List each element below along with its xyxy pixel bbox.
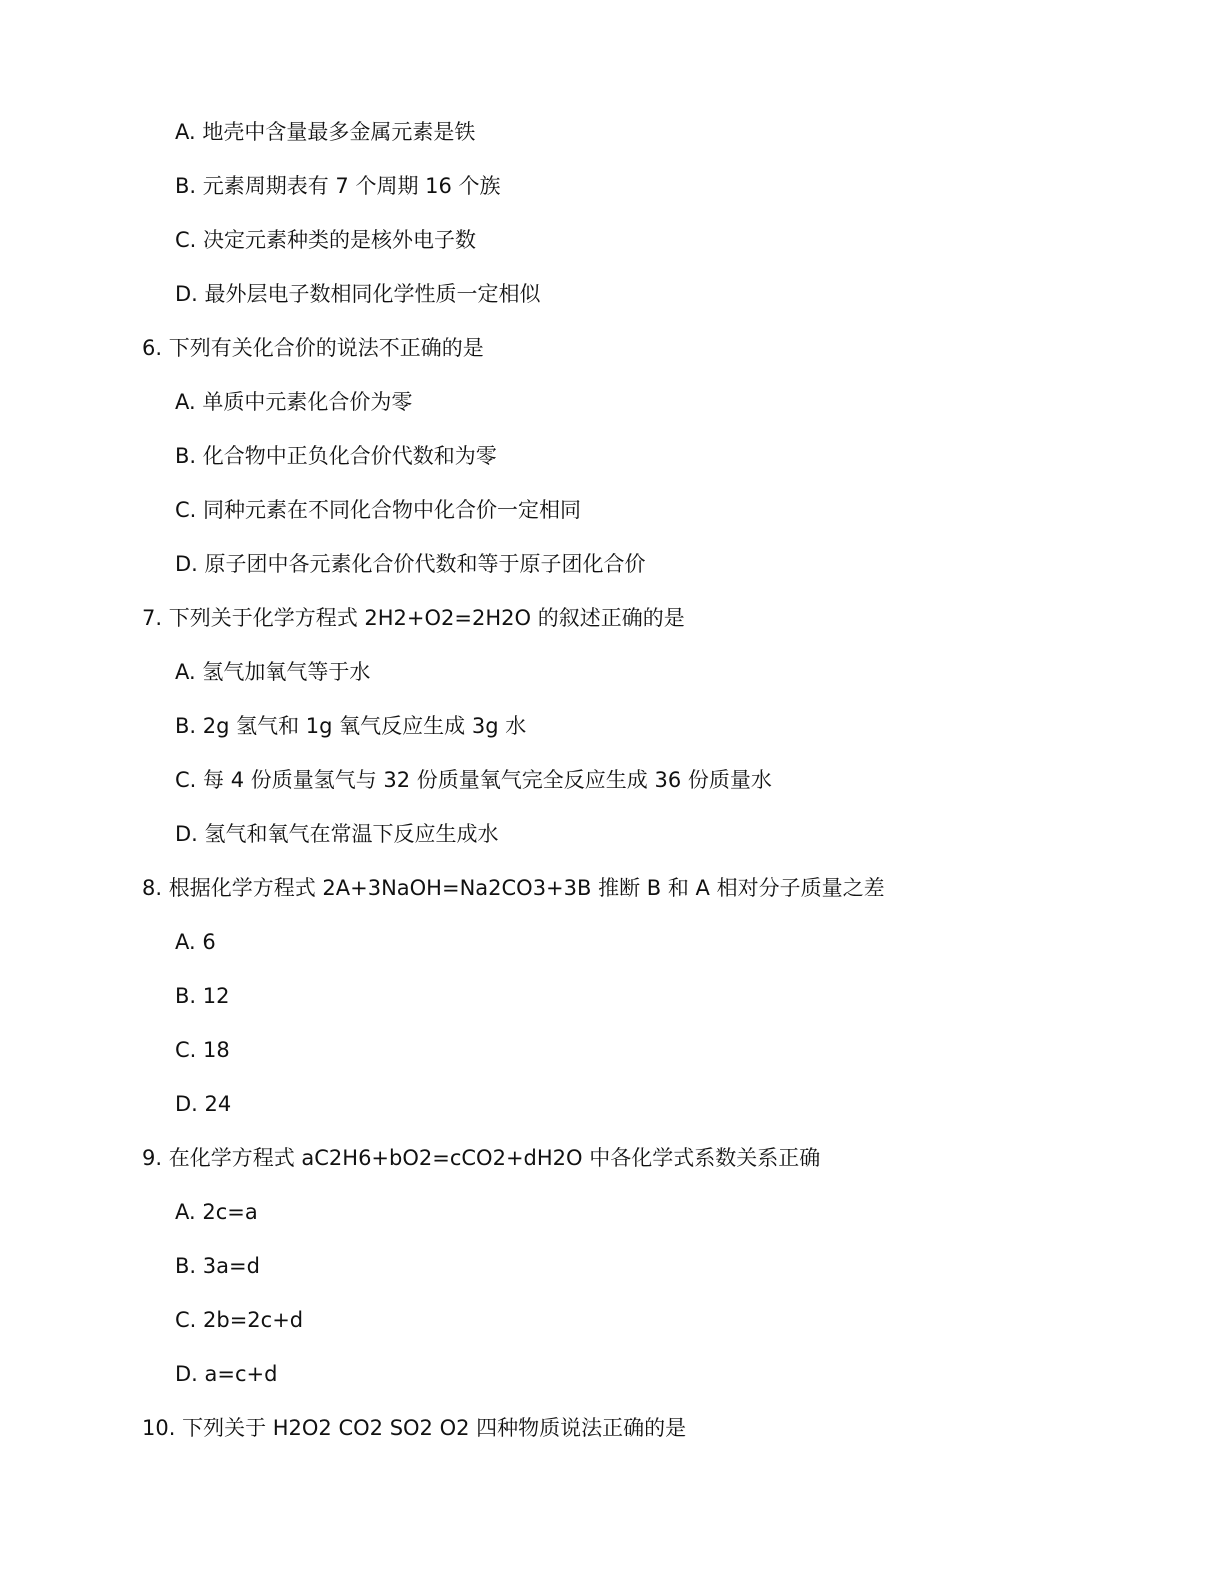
option-6d: D. 原子团中各元素化合价代数和等于原子团化合价 (175, 552, 646, 576)
option-7b: B. 2g 氢气和 1g 氧气反应生成 3g 水 (175, 714, 527, 738)
option-9c: C. 2b=2c+d (175, 1308, 304, 1332)
option-6b: B. 化合物中正负化合价代数和为零 (175, 444, 497, 468)
question-10: 10. 下列关于 H2O2 CO2 SO2 O2 四种物质说法正确的是 (142, 1416, 687, 1440)
option-7d: D. 氢气和氧气在常温下反应生成水 (175, 822, 499, 846)
question-9: 9. 在化学方程式 aC2H6+bO2=cCO2+dH2O 中各化学式系数关系正确 (142, 1146, 821, 1170)
option-5a: A. 地壳中含量最多金属元素是铁 (175, 120, 476, 144)
option-8c: C. 18 (175, 1038, 230, 1062)
option-8d: D. 24 (175, 1092, 232, 1116)
option-5b: B. 元素周期表有 7 个周期 16 个族 (175, 174, 501, 198)
option-6c: C. 同种元素在不同化合物中化合价一定相同 (175, 498, 582, 522)
option-8b: B. 12 (175, 984, 230, 1008)
option-9b: B. 3a=d (175, 1254, 260, 1278)
option-5c: C. 决定元素种类的是核外电子数 (175, 228, 477, 252)
question-7: 7. 下列关于化学方程式 2H2+O2=2H2O 的叙述正确的是 (142, 606, 685, 630)
option-7c: C. 每 4 份质量氢气与 32 份质量氧气完全反应生成 36 份质量水 (175, 768, 772, 792)
option-6a: A. 单质中元素化合价为零 (175, 390, 413, 414)
question-8: 8. 根据化学方程式 2A+3NaOH=Na2CO3+3B 推断 B 和 A 相对分子质量之差 (142, 876, 885, 900)
option-9a: A. 2c=a (175, 1200, 258, 1224)
option-7a: A. 氢气加氧气等于水 (175, 660, 371, 684)
option-5d: D. 最外层电子数相同化学性质一定相似 (175, 282, 541, 306)
option-9d: D. a=c+d (175, 1362, 278, 1386)
option-8a: A. 6 (175, 930, 216, 954)
question-6: 6. 下列有关化合价的说法不正确的是 (142, 336, 484, 360)
